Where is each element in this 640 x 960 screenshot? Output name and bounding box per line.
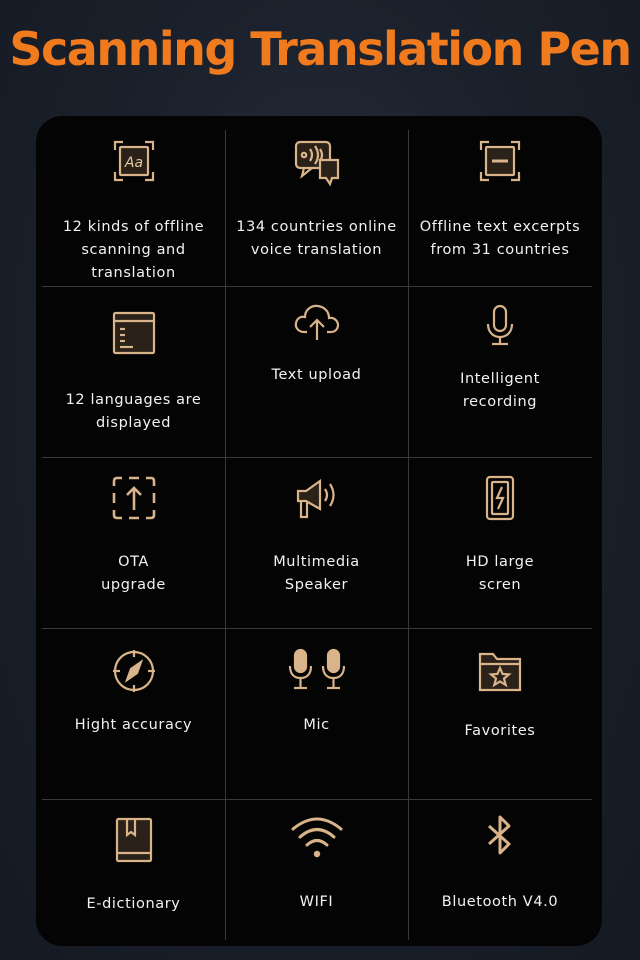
feature-cell xyxy=(225,286,408,457)
book-dictionary-icon xyxy=(109,815,159,865)
speech-bubbles-icon xyxy=(292,138,342,188)
feature-cell xyxy=(225,457,408,628)
feature-cell xyxy=(408,130,592,286)
feature-cell xyxy=(42,799,225,940)
feature-cell xyxy=(42,628,225,799)
ota-upgrade-icon xyxy=(109,473,159,523)
aa-text-scan-icon xyxy=(109,136,159,186)
feature-label: WIFI xyxy=(299,894,334,910)
feature-cell xyxy=(408,628,592,799)
feature-label: Multimedia Speaker xyxy=(273,554,360,593)
feature-label: Intelligent recording xyxy=(460,371,540,410)
cloud-upload-icon xyxy=(292,296,342,346)
favorites-folder-icon xyxy=(475,646,525,696)
feature-label: Hight accuracy xyxy=(74,717,193,733)
feature-label: OTA upgrade xyxy=(101,554,166,593)
feature-cell xyxy=(42,457,225,628)
text-excerpt-scan-icon xyxy=(475,136,525,186)
feature-cell xyxy=(42,130,225,286)
megaphone-speaker-icon xyxy=(292,473,342,523)
svg-text:Aa: Aa xyxy=(124,155,143,171)
microphone-icon xyxy=(475,302,525,352)
feature-label: Bluetooth V4.0 xyxy=(441,894,559,910)
window-display-icon xyxy=(109,308,159,358)
feature-label: 134 countries online voice translation xyxy=(236,219,397,258)
page-title: Scanning Translation Pen xyxy=(9,22,631,76)
feature-cell xyxy=(42,286,225,457)
feature-cell xyxy=(225,130,408,286)
feature-cell xyxy=(408,286,592,457)
features-panel xyxy=(36,116,602,946)
dual-mic-icon xyxy=(285,646,349,696)
feature-label: HD large scren xyxy=(465,554,535,593)
compass-accuracy-icon xyxy=(109,646,159,696)
features-grid xyxy=(42,130,592,940)
feature-label: Offline text excerpts from 31 countries xyxy=(419,219,581,258)
feature-label: E-dictionary xyxy=(86,896,181,912)
feature-label: Text upload xyxy=(271,367,362,383)
wifi-icon xyxy=(289,813,345,863)
feature-label: Mic xyxy=(303,717,330,733)
feature-label: 12 languages are displayed xyxy=(65,392,202,431)
hd-screen-icon xyxy=(475,473,525,523)
feature-cell xyxy=(225,628,408,799)
feature-cell xyxy=(408,457,592,628)
feature-label: Favorites xyxy=(464,723,536,739)
feature-cell xyxy=(225,799,408,940)
bluetooth-icon xyxy=(475,811,525,861)
feature-label: 12 kinds of offline scanning and translation xyxy=(62,219,205,281)
feature-cell xyxy=(408,799,592,940)
